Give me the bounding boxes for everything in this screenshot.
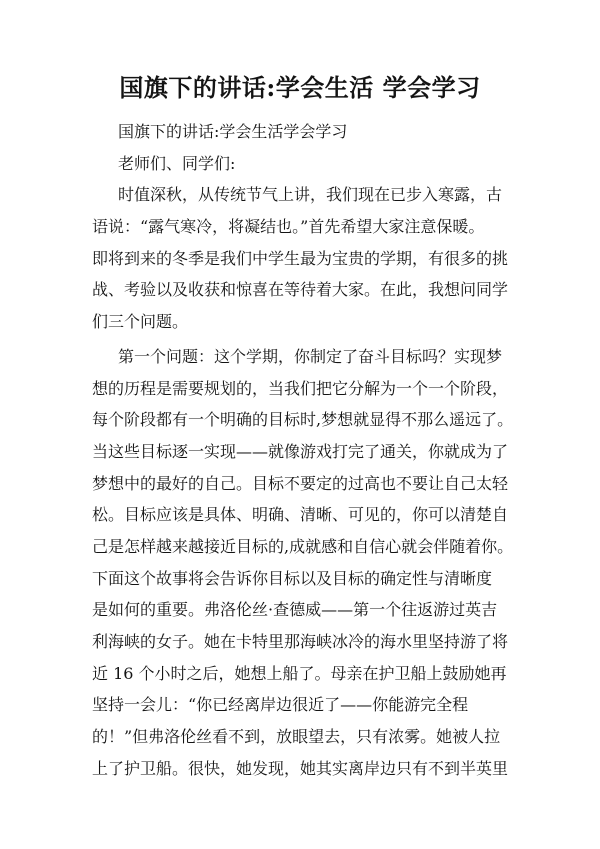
paragraph-1-line-1: 时值深秋，从传统节气上讲，我们现在已步入寒露，古 (118, 185, 503, 205)
paragraph-2-line-13: 的！”但弗洛伦丝看不到，放眼望去，只有浓雾。她被人拉 (92, 727, 501, 747)
paragraph-2-line-4: 当这些目标逐一实现——就像游戏打完了通关，你就成为了 (92, 441, 509, 461)
paragraph-2-line-5: 梦想中的最好的自己。目标不要定的过高也不要让自己太轻 (92, 473, 509, 493)
paragraph-1-line-3: 即将到来的冬季是我们中学生最为宝贵的学期，有很多的挑 (92, 248, 509, 268)
paragraph-1-line-5: 们三个问题。 (92, 312, 189, 332)
paragraph-2-line-2: 想的历程是需要规划的，当我们把它分解为一个一个阶段， (92, 378, 509, 398)
paragraph-2-line-3: 每个阶段都有一个明确的目标时,梦想就显得不那么遥远了。 (92, 410, 514, 430)
paragraph-2-line-9: 是如何的重要。弗洛伦丝·查德威——第一个往返游过英吉 (92, 600, 498, 620)
paragraph-2-line-11: 近 16 个小时之后，她想上船了。母亲在护卫船上鼓励她再 (92, 663, 507, 683)
document-body (92, 116, 532, 784)
document-title: 国旗下的讲话:学会生活 学会学习 (119, 73, 481, 102)
paragraph-1-line-4: 战、考验以及收获和惊喜在等待着大家。在此，我想问同学 (92, 280, 509, 300)
paragraph-2-line-1: 第一个问题：这个学期，你制定了奋斗目标吗？实现梦 (118, 346, 503, 366)
paragraph-2-line-10: 利海峡的女子。她在卡特里那海峡冰冷的海水里坚持游了将 (92, 632, 509, 651)
paragraph-1-line-2: 语说：“露气寒冷，将凝结也。”首先希望大家注意保暖。 (92, 217, 485, 237)
paragraph-2-line-7: 己是怎样越来越接近目标的,成就感和自信心就会伴随着你。 (92, 536, 514, 556)
paragraph-2-line-8: 下面这个故事将会告诉你目标以及目标的确定性与清晰度 (92, 568, 493, 588)
paragraph-2-line-6: 松。目标应该是具体、明确、清晰、可见的，你可以清楚自 (92, 505, 509, 525)
paragraph-2-line-12: 坚持一会儿：“你已经离岸边很近了——你能游完全程 (92, 695, 469, 715)
greeting-line: 老师们、同学们: (118, 153, 236, 173)
document-subtitle: 国旗下的讲话:学会生活学会学习 (118, 122, 348, 141)
paragraph-2-line-14: 上了护卫船。很快，她发现，她其实离岸边只有不到半英里 (92, 758, 509, 778)
